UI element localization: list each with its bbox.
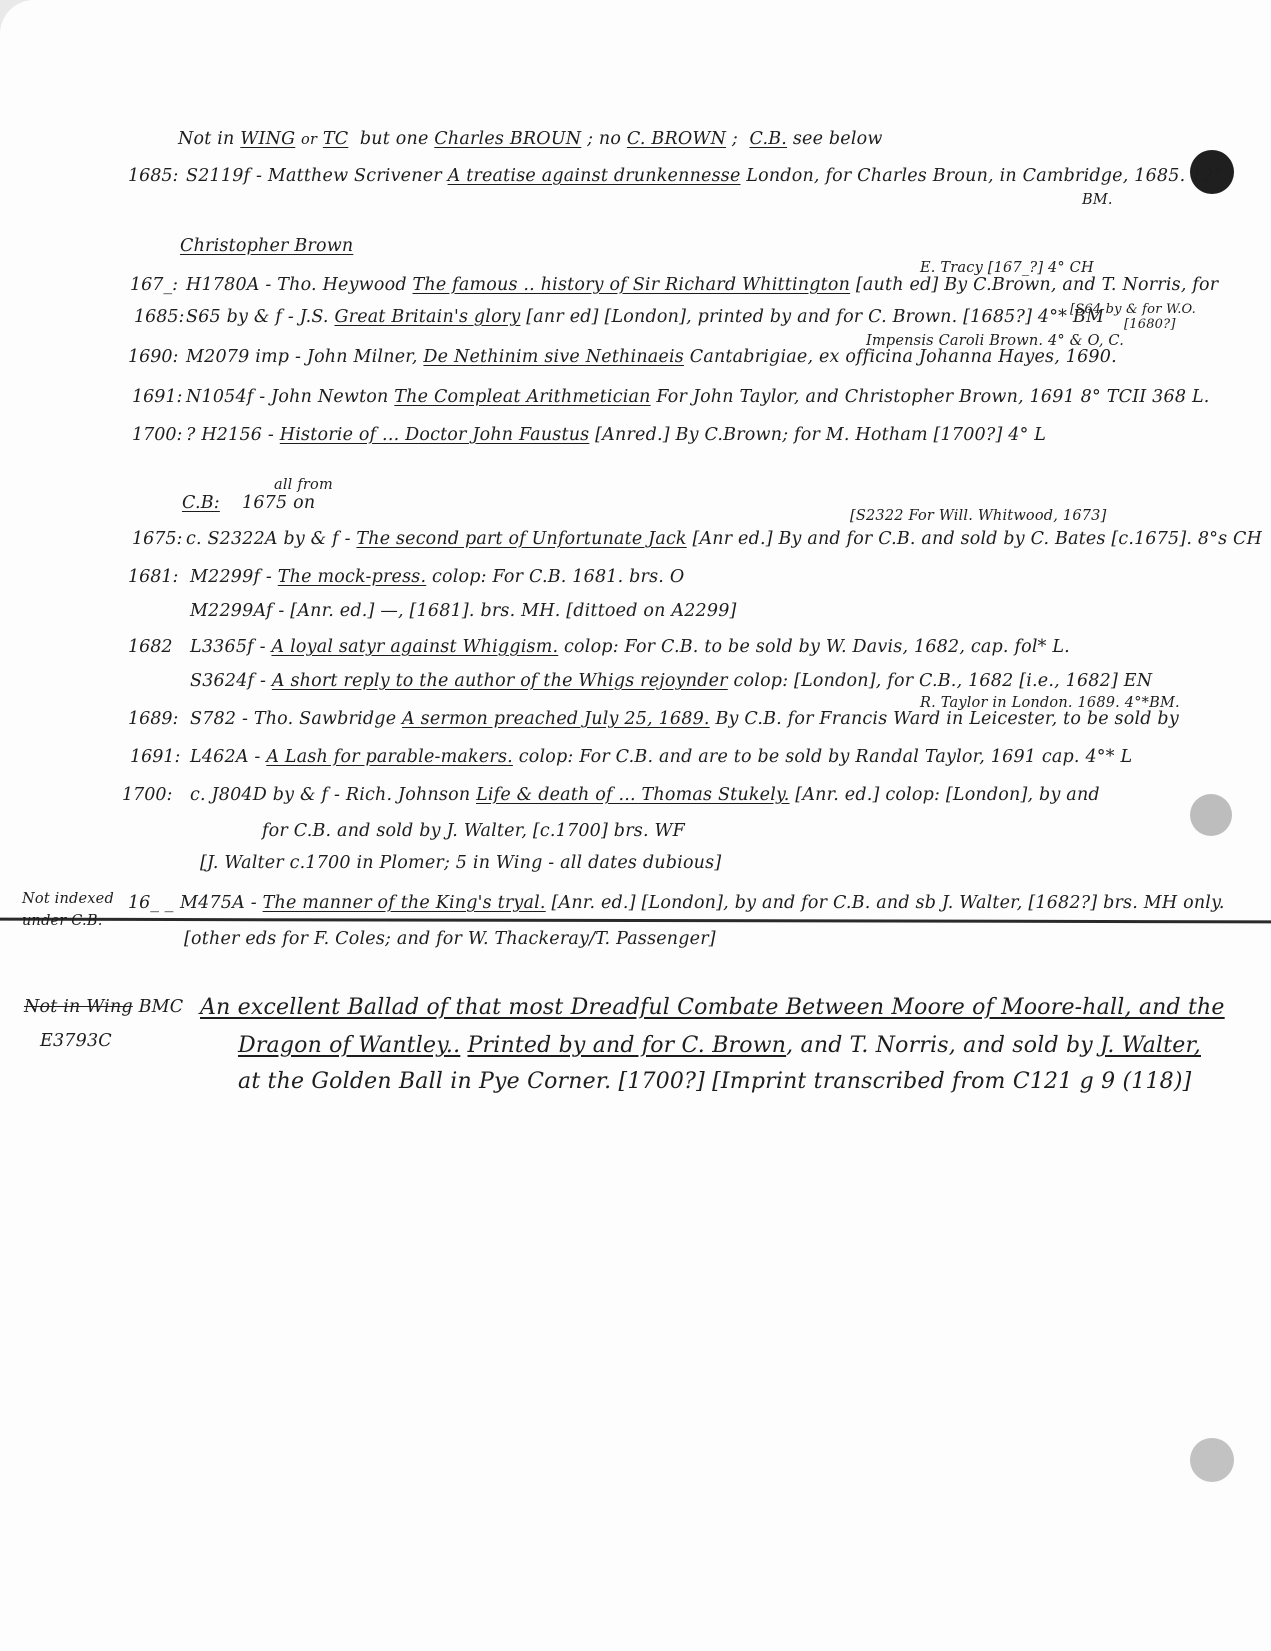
ballad-imprint: Printed by and for C. Brown xyxy=(467,1033,787,1058)
entry-ref: L462A - xyxy=(190,747,261,767)
entry-s782 xyxy=(190,708,1179,730)
header-not-in: Not in xyxy=(178,129,235,149)
punch-hole-middle xyxy=(1190,794,1232,836)
entry-ref: M475A - xyxy=(180,893,257,913)
entry-year: 1700: xyxy=(132,425,183,445)
header-c-brown: C. BROWN xyxy=(626,129,727,149)
entry-m475a xyxy=(180,892,1225,914)
entry-s2322a xyxy=(186,528,1262,550)
bmc-text: BMC xyxy=(138,997,184,1017)
entry-year: 167_: xyxy=(130,275,179,295)
header-note xyxy=(178,128,883,151)
entry-year: 1685: xyxy=(134,307,185,327)
entry-title: The famous .. history of Sir Richard Whittington xyxy=(412,275,851,295)
entry-rest: Cantabrigiae, ex officina Johanna Hayes, 1690. xyxy=(689,347,1117,367)
entry-j804d-continued: for C.B. and sold by J. Walter, [c.1700] brs. WF xyxy=(262,821,686,841)
entry-n1054 xyxy=(186,386,1210,408)
header-semicolon: ; xyxy=(731,129,738,149)
header-no: ; no xyxy=(587,129,622,149)
entry-rest: colop: For C.B. 1681. brs. O xyxy=(432,567,685,587)
entry-m2299a xyxy=(190,600,737,622)
entry-rest: [Anr ed.] By and for C.B. and sold by C. Bates [c.1675]. 8°s CH xyxy=(692,529,1263,549)
entry-title: Life & death of ... Thomas Stukely. xyxy=(476,785,790,805)
entry-ref: H1780A - Tho. Heywood xyxy=(186,275,407,295)
header-but-one: but one xyxy=(359,129,429,149)
entry-ref: S65 by & f - J.S. xyxy=(186,307,329,327)
ballad-title-line-1: An excellent Ballad of that most Dreadful Combate Between Moore of Moore-hall, and the xyxy=(200,995,1225,1020)
entry-l462a xyxy=(190,746,1132,768)
entry-ref: S782 - Tho. Sawbridge xyxy=(190,709,397,729)
entry-title: The manner of the King's tryal. xyxy=(262,893,546,913)
header-or: or xyxy=(301,132,318,148)
entry-s3624 xyxy=(190,670,1152,692)
ballad-walter: J. Walter, xyxy=(1100,1033,1201,1058)
section-heading-cb: C.B: xyxy=(182,493,220,513)
ballad-line-3: at the Golden Ball in Pye Corner. [1700?] [Imprint transcribed from C121 g 9 (118)] xyxy=(238,1069,1192,1094)
entry-ref: N1054f - John Newton xyxy=(186,387,389,407)
entry-rest: colop: [London], for C.B., 1682 [i.e., 1682] EN xyxy=(733,671,1153,691)
entry-ref: M2299f - xyxy=(190,567,273,587)
header-see-below: see below xyxy=(792,129,883,149)
walter-note: [J. Walter c.1700 in Plomer; 5 in Wing - all dates dubious] xyxy=(200,853,722,873)
entry-year: 1691: xyxy=(130,747,181,767)
entry-year: 1675: xyxy=(132,529,183,549)
entry-rest: [Anred.] By C.Brown; for M. Hotham [1700?] 4° L xyxy=(595,425,1047,445)
entry-rest: [Anr. ed.] colop: [London], by and xyxy=(795,785,1100,805)
cb-from-year: 1675 on xyxy=(242,493,316,513)
entry-ref: S3624f - xyxy=(190,671,267,691)
entry-ref: S2119f - Matthew Scrivener xyxy=(186,166,442,186)
not-indexed-label-2: under C.B. xyxy=(22,913,103,929)
entry-h1780a xyxy=(186,274,1218,296)
entry-rest: By C.B. for Francis Ward in Leicester, to be sold by xyxy=(715,709,1179,729)
entry-ref: M2299Af - [Anr. ed.] —, [1681]. brs. MH. [dittoed on A2299] xyxy=(190,601,737,621)
side-note-s64: [S64 by & for W.O. xyxy=(1070,302,1196,317)
entry-title: A Lash for parable-makers. xyxy=(266,747,513,767)
side-note-1680: [1680?] xyxy=(1124,317,1176,332)
entry-m2079 xyxy=(186,346,1117,368)
header-tc: TC xyxy=(322,129,349,149)
first-entry xyxy=(186,165,1223,187)
header-charles-broun: Charles BROUN xyxy=(434,129,582,149)
ballad-title-end: Dragon of Wantley.. xyxy=(238,1033,461,1058)
entry-j804d xyxy=(190,784,1100,806)
entry-title: Great Britain's glory xyxy=(334,307,521,327)
other-eds-note: [other eds for F. Coles; and for W. Thackeray/T. Passenger] xyxy=(184,929,716,949)
entry-s65 xyxy=(186,306,1104,328)
entry-year: 1689: xyxy=(128,709,179,729)
entry-title: The second part of Unfortunate Jack xyxy=(356,529,687,549)
entry-ref: c. S2322A by & f - xyxy=(186,529,351,549)
entry-imprint: London, for Charles Broun, in Cambridge, 1685. 12° xyxy=(746,166,1223,186)
entry-location: BM. xyxy=(1082,192,1113,208)
entry-ref: c. J804D by & f - Rich. Johnson xyxy=(190,785,471,805)
s2322-note: [S2322 For Will. Whitwood, 1673] xyxy=(850,508,1107,524)
entry-rest: [auth ed] By C.Brown, and T. Norris, for xyxy=(855,275,1219,295)
header-cb: C.B. xyxy=(749,129,788,149)
entry-year: 1691: xyxy=(132,387,183,407)
entry-rest: [Anr. ed.] [London], by and for C.B. and sb J. Walter, [1682?] brs. MH only. xyxy=(551,893,1225,913)
taylor-note: R. Taylor in London. 1689. 4°*BM. xyxy=(920,695,1180,711)
punch-hole-bottom xyxy=(1190,1438,1234,1482)
cb-all-from: all from xyxy=(274,477,333,493)
section-divider xyxy=(0,918,1271,924)
bmc-label xyxy=(24,996,183,1018)
ballad-line-2 xyxy=(238,1032,1201,1060)
entry-l3365 xyxy=(190,636,1070,658)
entry-year: 1685: xyxy=(128,166,179,186)
section-heading-christopher-brown: Christopher Brown xyxy=(180,236,354,256)
entry-title: De Nethinim sive Nethinaeis xyxy=(423,347,684,367)
entry-year: 1682 xyxy=(128,637,173,657)
entry-year: 1700: xyxy=(122,785,173,805)
entry-title: A short reply to the author of the Whigs rejoynder xyxy=(271,671,728,691)
entry-ref: M2079 imp - John Milner, xyxy=(186,347,418,367)
entry-rest: [anr ed] [London], printed by and for C. Brown. [1685?] 4°* BM xyxy=(526,307,1105,327)
not-indexed-label: Not indexed xyxy=(22,891,114,907)
entry-rest: colop: For C.B. to be sold by W. Davis, 1682, cap. fol* L. xyxy=(564,637,1070,657)
entry-m2299 xyxy=(190,566,684,588)
entry-rest: colop: For C.B. and are to be sold by Randal Taylor, 1691 cap. 4°* L xyxy=(518,747,1133,767)
entry-ref: L3365f - xyxy=(190,637,266,657)
ballad-imprint-cont: , and T. Norris, and sold by xyxy=(786,1033,1093,1058)
entry-title: A sermon preached July 25, 1689. xyxy=(402,709,710,729)
bmc-ref: E3793C xyxy=(40,1031,112,1051)
entry-title: The mock-press. xyxy=(277,567,427,587)
entry-year: 16_ _ xyxy=(128,893,174,913)
tracy-note: E. Tracy [167_?] 4° CH xyxy=(920,260,1094,276)
entry-h2156 xyxy=(186,424,1046,446)
bmc-struck-label: Not in Wing xyxy=(24,997,133,1017)
entry-year: 1690: xyxy=(128,347,179,367)
entry-title: A treatise against drunkennesse xyxy=(447,166,741,186)
header-wing: WING xyxy=(240,129,296,149)
entry-title: A loyal satyr against Whiggism. xyxy=(271,637,559,657)
entry-rest: For John Taylor, and Christopher Brown, 1691 8° TCII 368 L. xyxy=(656,387,1210,407)
impensis-note: Impensis Caroli Brown. 4° & O, C. xyxy=(866,333,1125,349)
entry-title: Historie of ... Doctor John Faustus xyxy=(279,425,590,445)
entry-year: 1681: xyxy=(128,567,179,587)
entry-ref: ? H2156 - xyxy=(186,425,275,445)
entry-title: The Compleat Arithmetician xyxy=(394,387,651,407)
